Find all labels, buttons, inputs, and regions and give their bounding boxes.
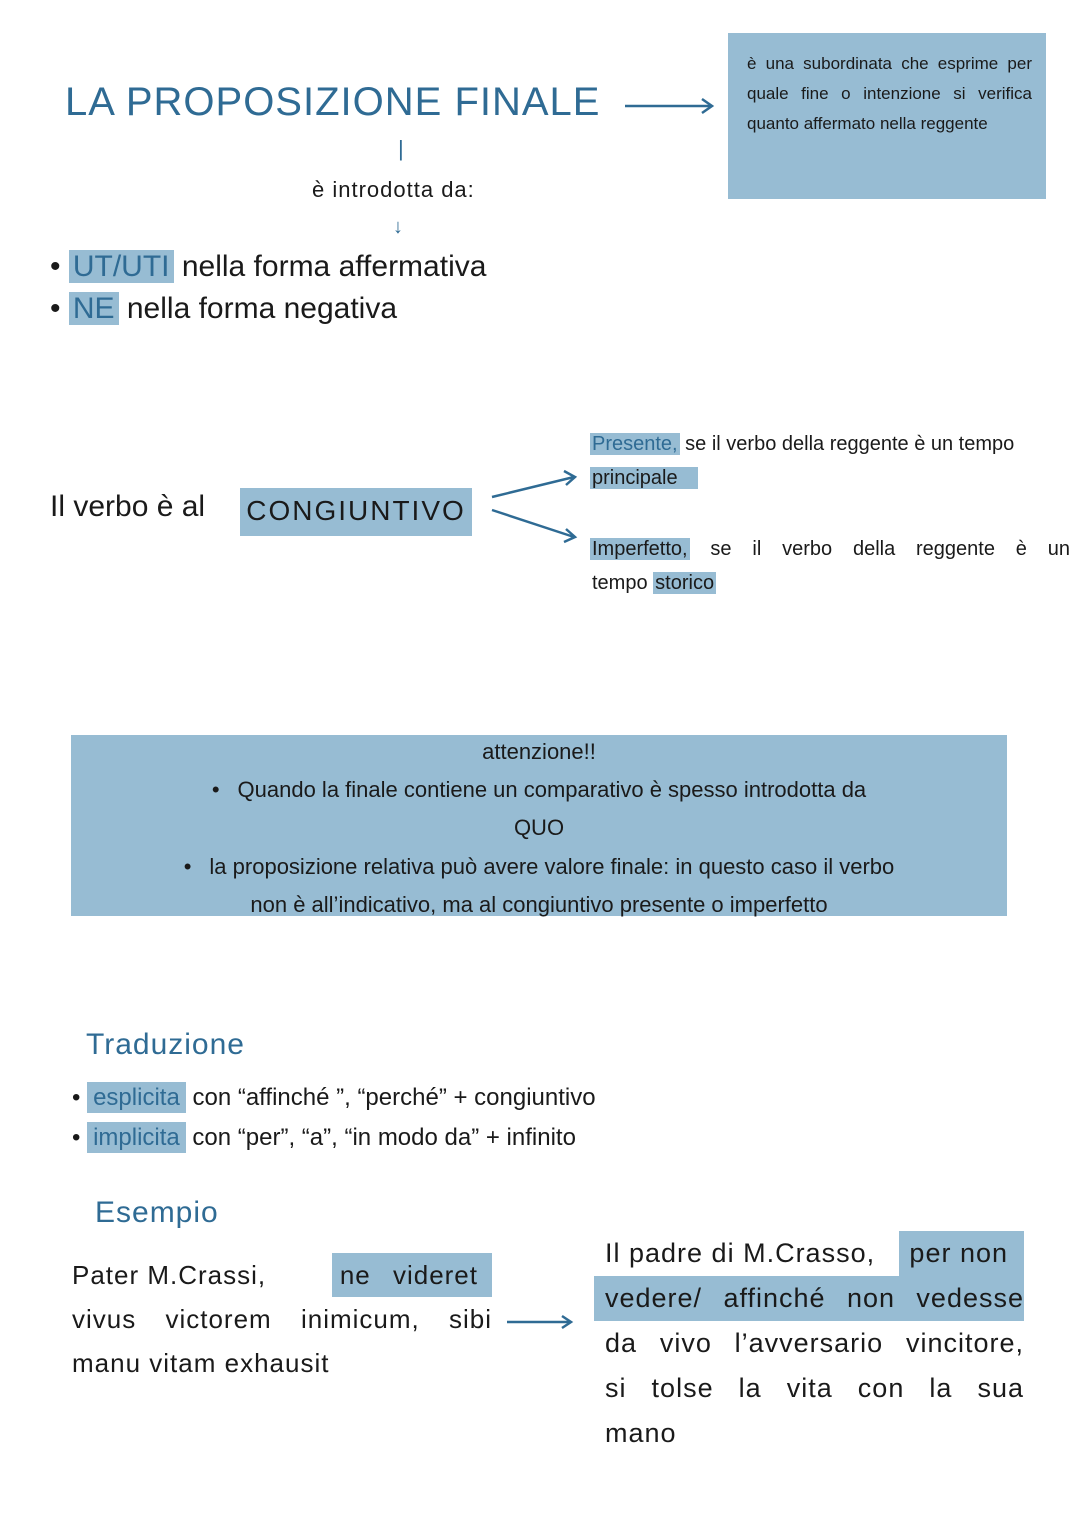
introduced-by-label: è introdotta da: <box>312 177 475 202</box>
latin-sentence: Pater M.Crassi, ne videret vivus victorem inimicum, sibi manu vitam exhausit <box>72 1253 492 1385</box>
attention-box <box>71 735 1007 916</box>
tense-case-present: Presente, se il verbo della reggente è un tempo <box>592 433 1015 455</box>
arrow-down-icon: ↓ <box>393 216 403 238</box>
attention-item: • la proposizione relativa può avere valore finale: in questo caso il verbo <box>183 854 895 879</box>
verb-mood: CONGIUNTIVO <box>240 488 472 536</box>
tense-case-imperfect-line2: tempo storico <box>592 572 715 594</box>
page-title: LA PROPOSIZIONE FINALE <box>65 80 601 124</box>
attention-heading: attenzione!! <box>482 739 596 764</box>
translation-item: • esplicita con “affinché ”, “perché” + congiuntivo <box>72 1084 596 1111</box>
tense-case-present-line2: principale <box>590 467 698 490</box>
attention-item-cont: non è all’indicativo, ma al congiuntivo presente o imperfetto <box>250 892 828 917</box>
definition-box: è una subordinata che esprime per quale fine o intenzione si verifica quanto affermato nella reggente <box>728 33 1046 199</box>
intro-item: • UT/UTI nella forma affermativa <box>50 250 487 283</box>
attention-item-cont: QUO <box>513 815 565 840</box>
attention-item: • Quando la finale contiene un comparativo è spesso introdotta da <box>211 777 867 802</box>
translation-heading: Traduzione <box>86 1028 245 1061</box>
connector-line: | <box>398 136 404 161</box>
arrow-right-icon <box>505 1312 577 1332</box>
intro-item: • NE nella forma negativa <box>50 292 398 325</box>
example-heading: Esempio <box>95 1196 219 1229</box>
tense-case-imperfect: Imperfetto, se il verbo della reggente è un <box>592 538 1070 560</box>
arrow-right-icon <box>622 95 717 117</box>
translation-item: • implicita con “per”, “a”, “in modo da” + infinito <box>72 1124 576 1151</box>
verb-prefix: Il verbo è al <box>50 490 206 523</box>
italian-translation: Il padre di M.Crasso, per non vedere/ affinché non vedesse da vivo l’avversario vincitore, si tolse la vita con la sua mano <box>594 1231 1024 1456</box>
branch-arrows-icon <box>488 466 583 548</box>
